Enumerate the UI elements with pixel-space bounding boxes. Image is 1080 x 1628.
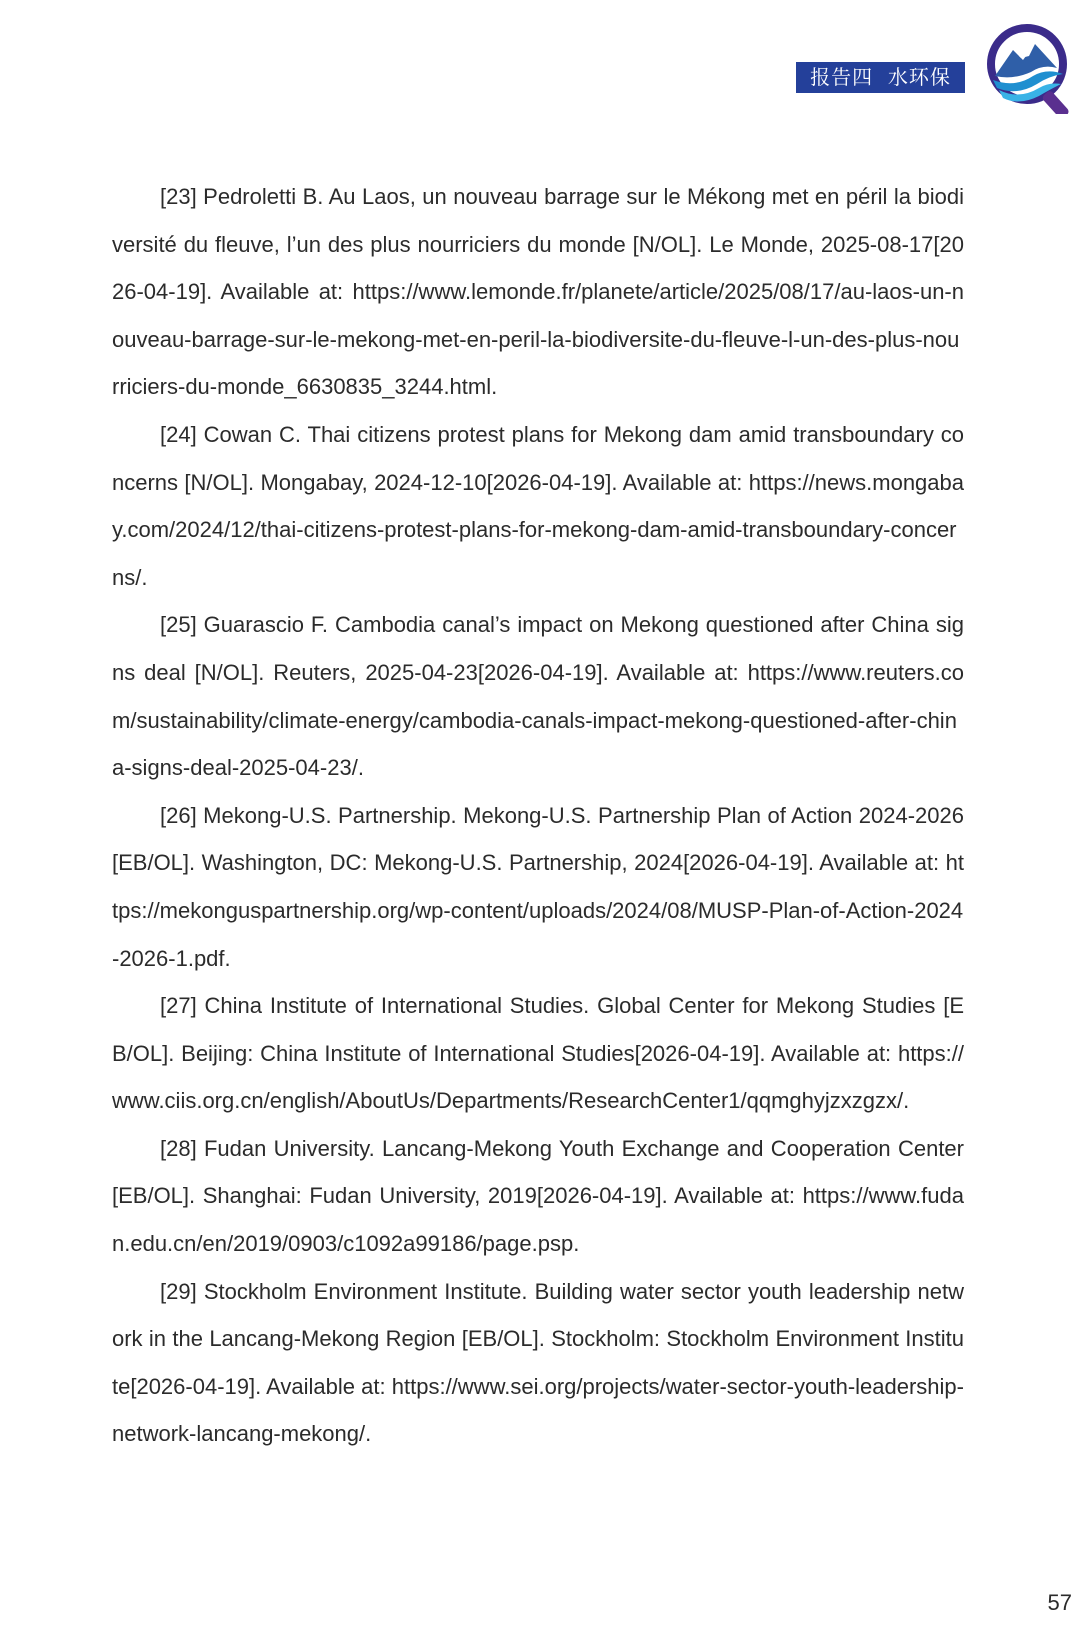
reference-item: [23] Pedroletti B. Au Laos, un nouveau barrage sur le Mékong met en péril la biodiversité du fleuve, l’un des plus nourriciers du monde [N/OL]. Le Monde, 2025-08-17[2026-04-19]. Available at: https://www.lemonde.fr/planete/article/2025/08/17/au-laos-un-nouveau-barrage-sur-le-mekong-met-en-peril-la-biodiversite-du-fleuve-l-un-des-plus-nourriciers-du-monde_6630835_3244.html. (112, 184, 964, 400)
reference-item: [24] Cowan C. Thai citizens protest plans for Mekong dam amid transboundary concerns [N/OL]. Mongabay, 2024-12-10[2026-04-19]. Available at: https://news.mongabay.com/2024/12/thai-citizens-protest-plans-for-mekong-dam-amid-transboundary-concerns/. (112, 421, 964, 590)
reference-item: [27] China Institute of International Studies. Global Center for Mekong Studies [EB/OL]. Beijing: China Institute of International Studies[2026-04-19]. Available at: https://www.ciis.org.cn/english/AboutUs/Departments/ResearchCenter1/qqmghyjzxzgzx/. (112, 993, 964, 1114)
reference-item: [25] Guarascio F. Cambodia canal’s impact on Mekong questioned after China signs deal [N/OL]. Reuters, 2025-04-23[2026-04-19]. Available at: https://www.reuters.com/sustainability/climate-energy/cambodia-canals-impact-mekong-questioned-after-china-signs-deal-2025-04-23/. (112, 612, 964, 781)
mountain-water-magnifier-icon (983, 18, 1075, 114)
reference-item: [28] Fudan University. Lancang-Mekong Youth Exchange and Cooperation Center [EB/OL]. Shanghai: Fudan University, 2019[2026-04-19]. Available at: https://www.fudan.edu.cn/en/2019/0903/c1092a99186/page.psp. (112, 1135, 964, 1257)
section-label: 报告四 水环保 (796, 62, 965, 93)
reference-list (112, 173, 964, 1458)
reference-item: [26] Mekong-U.S. Partnership. Mekong-U.S. Partnership Plan of Action 2024-2026 [EB/OL]. Washington, DC: Mekong-U.S. Partnership, 2024[2026-04-19]. Available at: https://mekonguspartnership.org/wp-content/uploads/2024/08/MUSP-Plan-of-Action-2024-2026-1.pdf. (112, 802, 964, 971)
reference-item: [29] Stockholm Environment Institute. Building water sector youth leadership network in the Lancang-Mekong Region [EB/OL]. Stockholm: Stockholm Environment Institute[2026-04-19]. Available at: https://www.sei.org/projects/water-sector-youth-leadership-network-lancang-mekong/. (112, 1278, 964, 1447)
page-number: 57 (1047, 1590, 1072, 1615)
